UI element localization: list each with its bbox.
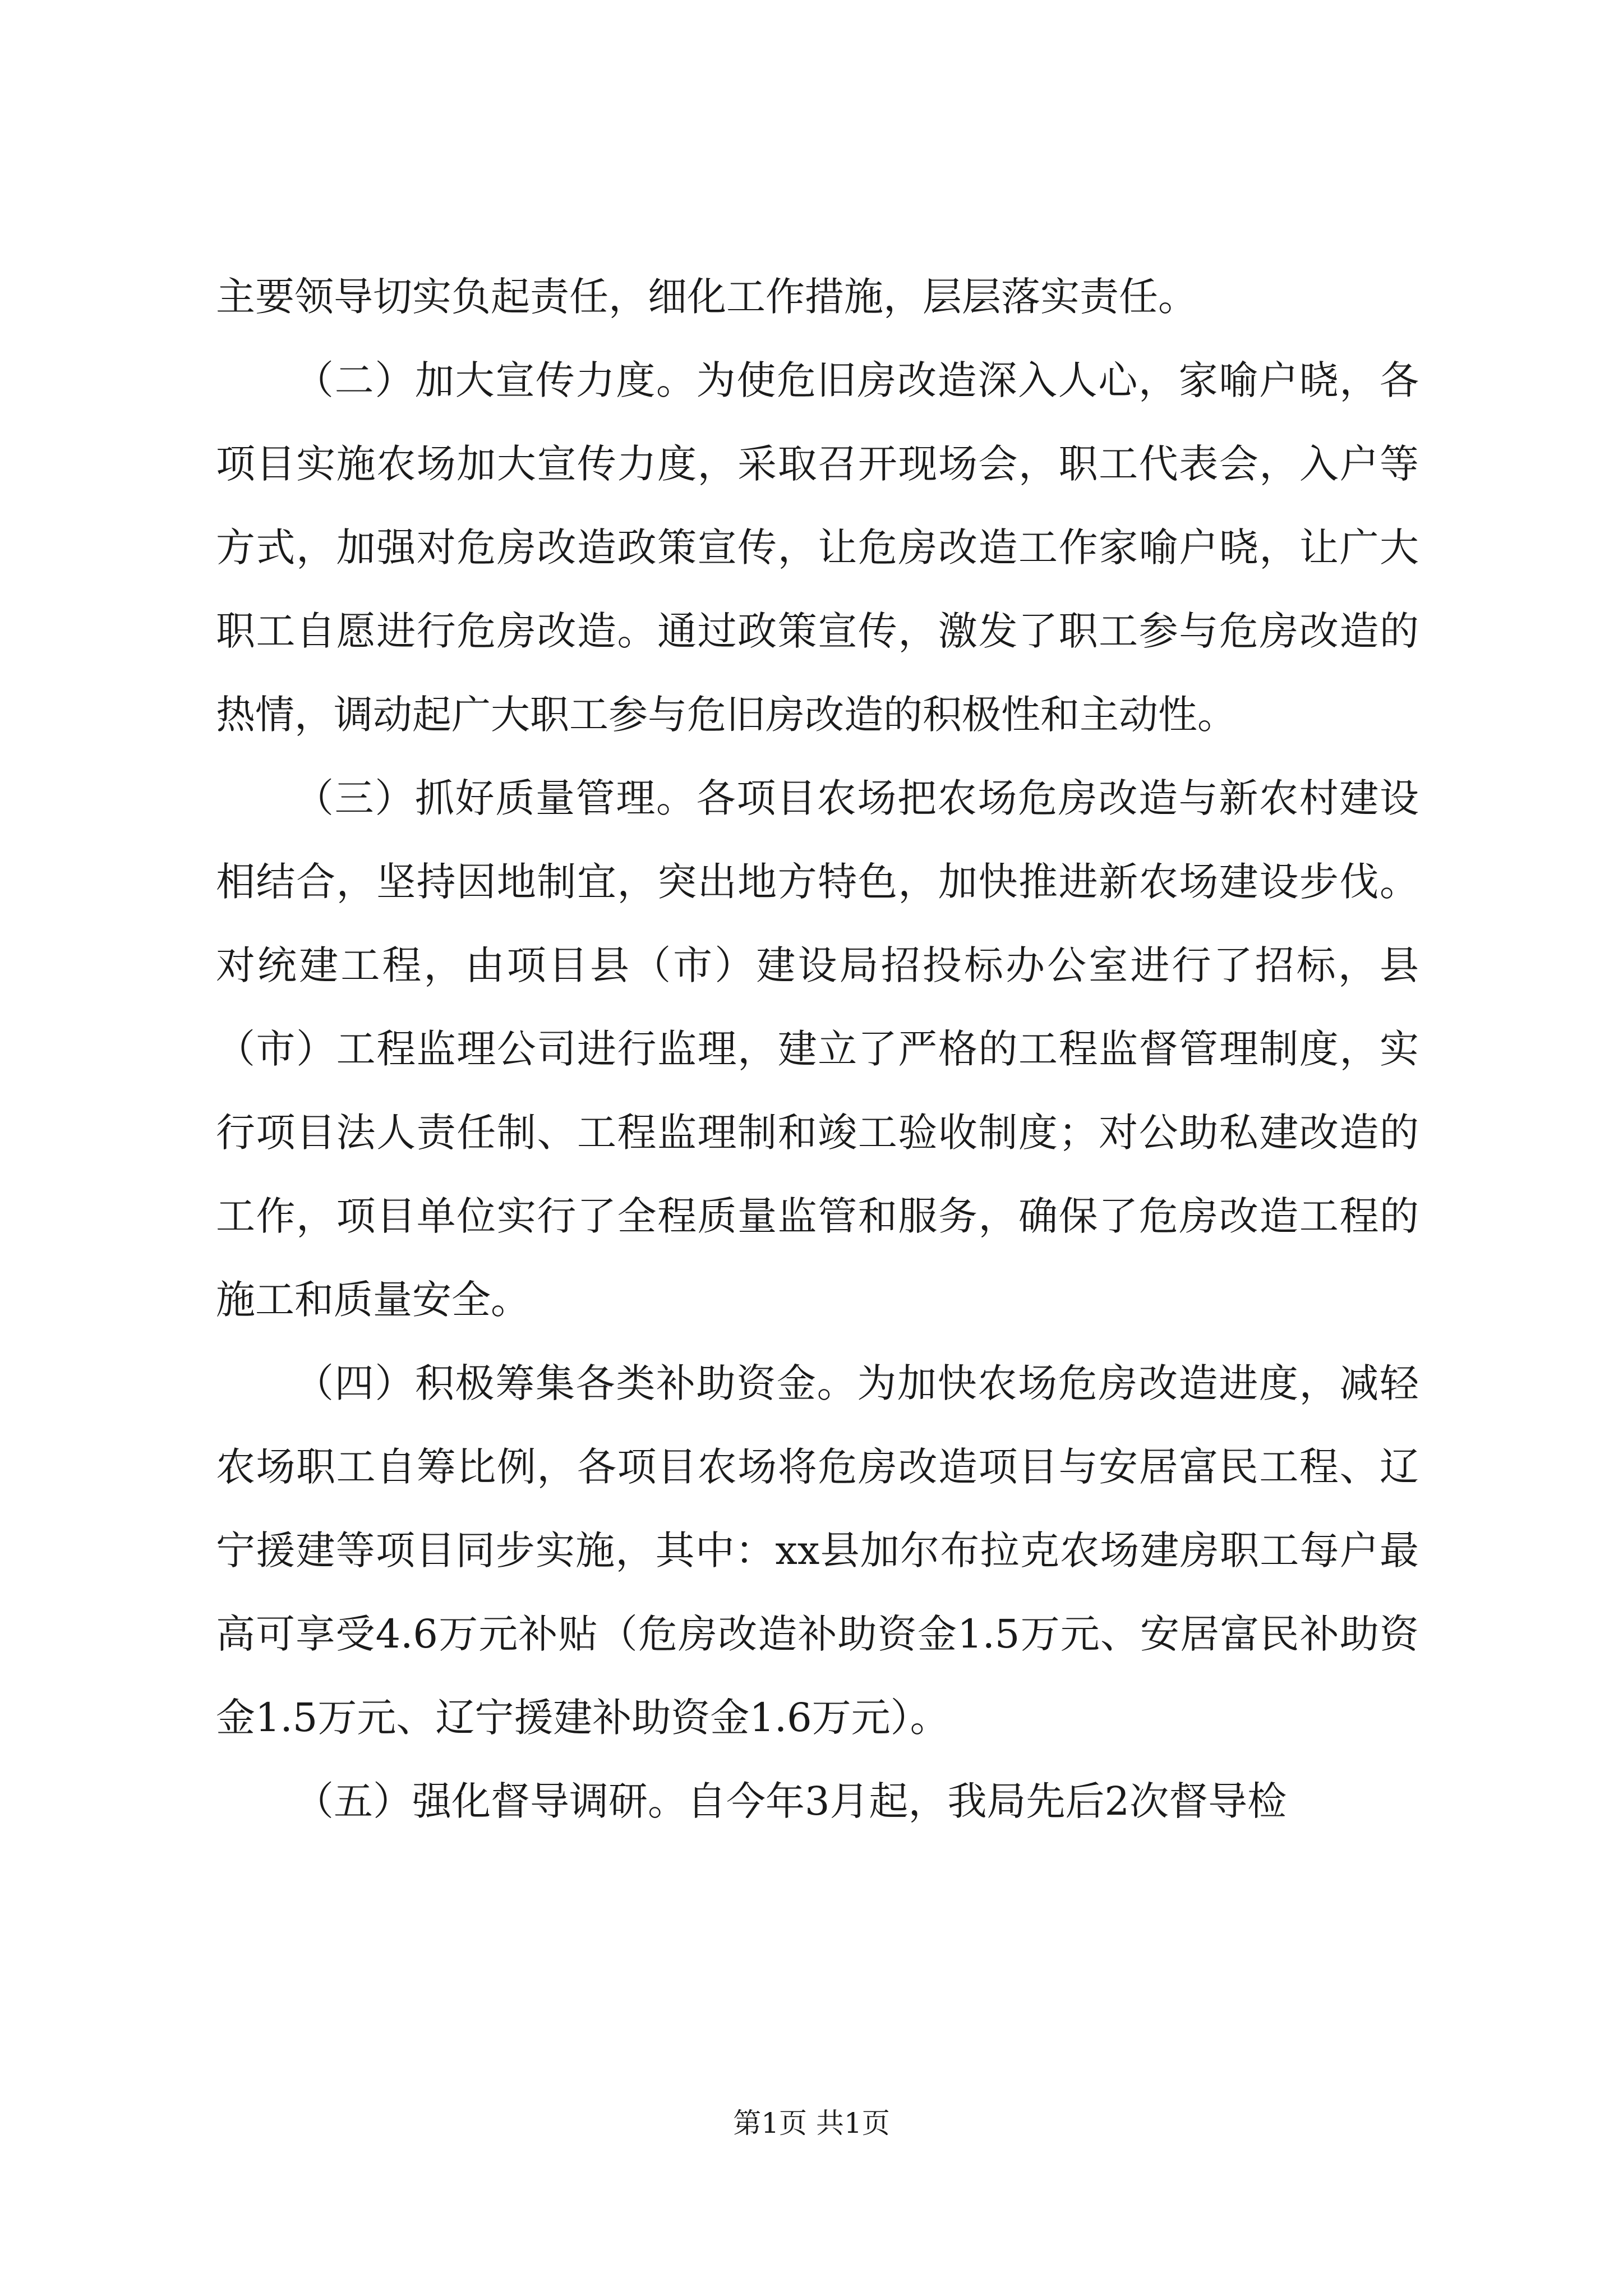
paragraph-publicity: （二）加大宣传力度。为使危旧房改造深入人心，家喻户晓，各项目实施农场加大宣传力度，采取召开现场会，职工代表会，入户等方式，加强对危房改造政策宣传，让危房改造工作家喻户晓，让广大职工自愿进行危房改造。通过政策宣传，激发了职工参与危房改造的热情，调动起广大职工参与危旧房改造的积极性和主动性。	[216, 357, 1419, 738]
paragraph-continuation: 主要领导切实负起责任，细化工作措施，层层落实责任。	[216, 274, 1197, 320]
paragraph-quality-management: （三）抓好质量管理。各项目农场把农场危房改造与新农村建设相结合，坚持因地制宜，突出地方特色，加快推进新农场建设步伐。对统建工程，由项目县（市）建设局招投标办公室进行了招标，县（市）工程监理公司进行监理，建立了严格的工程监督管理制度，实行项目法人责任制、工程监理制和竣工验收制度；对公助私建改造的工作，项目单位实行了全程质量监管和服务，确保了危房改造工程的施工和质量安全。	[216, 775, 1419, 1323]
document-body	[216, 255, 1419, 1843]
page-footer: 第1页 共1页	[733, 2107, 890, 2139]
paragraph-subsidy-funds: （四）积极筹集各类补助资金。为加快农场危房改造进度，减轻农场职工自筹比例，各项目农场将危房改造项目与安居富民工程、辽宁援建等项目同步实施，其中：xx县加尔布拉克农场建房职工每户最高可享受4.6万元补贴（危房改造补助资金1.5万元、安居富民补助资金1.5万元、辽宁援建补助资金1.6万元）。	[216, 1360, 1419, 1741]
paragraph-supervision: （五）强化督导调研。自今年3月起，我局先后2次督导检	[294, 1778, 1287, 1824]
